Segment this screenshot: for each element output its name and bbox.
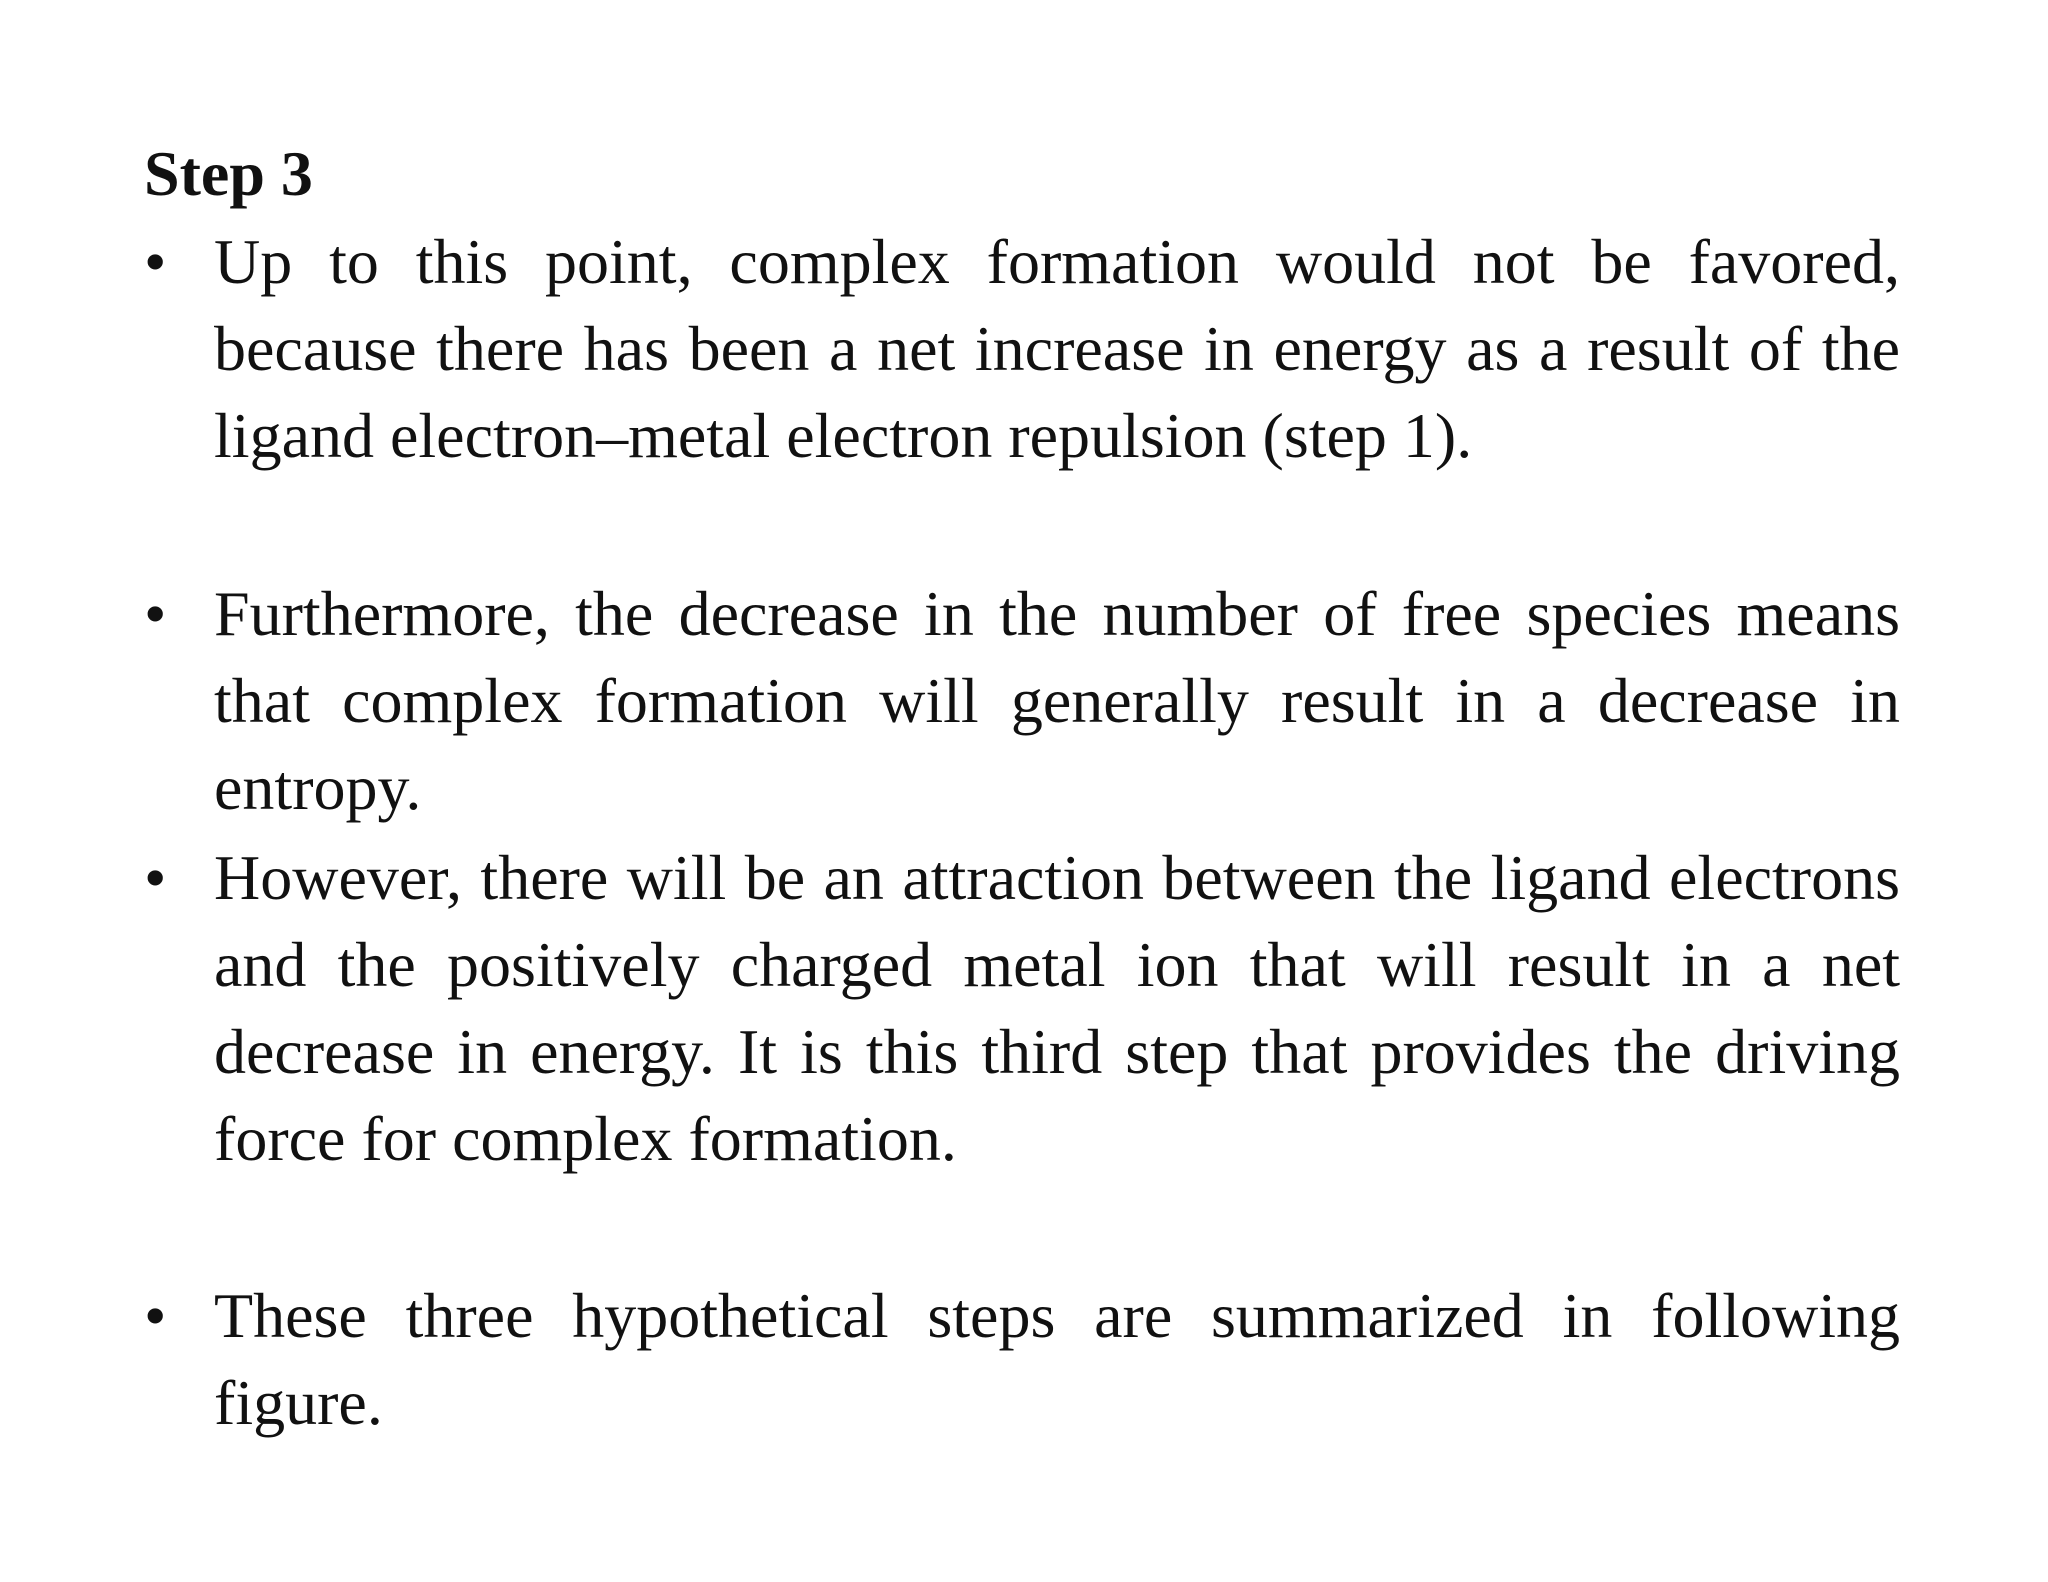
bullet-dot-icon: • xyxy=(144,1280,167,1351)
bullet-item xyxy=(144,218,1900,479)
bullet-dot-icon: • xyxy=(144,226,167,297)
bullet-dot-icon: • xyxy=(144,842,167,913)
bullet-text: However, there will be an attraction between the ligand electrons and the positively charged metal ion that will result in a net decrease in energy. It is this third step that provides the driving force for complex formation. xyxy=(214,842,1900,1174)
bullet-text: Up to this point, complex formation would not be favored, because there has been a net increase in energy as a result of the ligand electron–metal electron repulsion (step 1). xyxy=(214,226,1900,471)
bullet-item xyxy=(144,1272,1900,1446)
bullet-dot-icon: • xyxy=(144,578,167,649)
slide-heading: Step 3 xyxy=(144,138,313,209)
bullet-item xyxy=(144,570,1900,831)
bullet-text: These three hypothetical steps are summarized in following figure. xyxy=(214,1280,1900,1438)
bullet-item xyxy=(144,834,1900,1182)
bullet-text: Furthermore, the decrease in the number of free species means that complex formation will generally result in a decrease in entropy. xyxy=(214,578,1900,823)
